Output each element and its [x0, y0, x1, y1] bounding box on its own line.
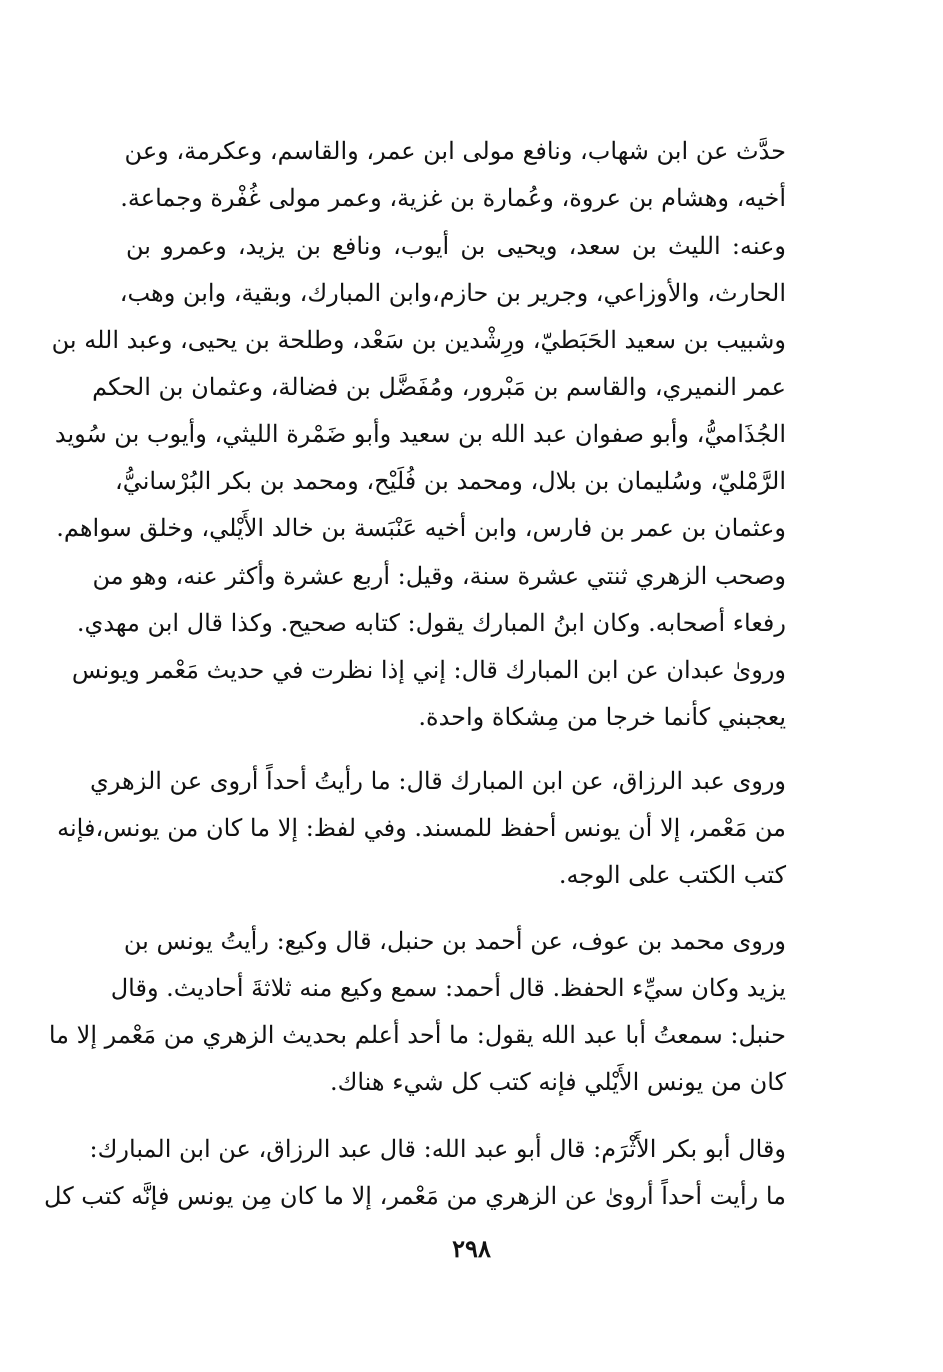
- text-line: رفعاء أصحابه. وكان ابنُ المبارك يقول: كتابه صحيح. وكذا قال ابن مهدي.: [76, 609, 786, 637]
- text-line: يزيد وكان سيِّء الحفظ. قال أحمد: سمع وكيع منه ثلاثةَ أحاديث. وقال: [110, 974, 786, 1002]
- page-number: ٢٩٨: [452, 1234, 491, 1263]
- paragraph-muhammad-ibn-awf: [48, 918, 786, 1106]
- text-line: حدَّث عن ابن شهاب، ونافع مولى ابن عمر، والقاسم، وعكرمة، وعن: [124, 137, 786, 165]
- text-line: كتب الكتب على الوجه.: [558, 861, 786, 889]
- text-line: ما رأيت أحداً أروىٰ عن الزهري من مَعْمر، إلا ما كان مِن يونس فإنَّه كتب كل: [44, 1182, 786, 1210]
- text-line: عمر النميري، والقاسم بن مَبْرور، ومُفَضَّل بن فضالة، وعثمان بن الحكم: [92, 373, 786, 401]
- paragraph-al-athram: [44, 1126, 786, 1220]
- text-line: وروى عبد الرزاق، عن ابن المبارك قال: ما رأيتُ أحداً أروى عن الزهري: [90, 767, 786, 795]
- text-line: أخيه، وهشام بن عروة، وعُمارة بن غزية، وعمر مولى غُفْرة وجماعة.: [120, 184, 786, 212]
- paragraph-students: [51, 223, 786, 552]
- text-line: الرَّمْليّ، وسُليمان بن بلال، ومحمد بن فُلَيْح، ومحمد بن بكر البُرْسانيُّ،: [114, 467, 786, 495]
- text-line: يعجبني كأنما خرجا من مِشكاة واحدة.: [418, 703, 786, 731]
- text-line: وقال أبو بكر الأَثْرَم: قال أبو عبد الله: قال عبد الرزاق، عن ابن المبارك:: [89, 1135, 786, 1163]
- paragraph-teachers: [120, 128, 786, 222]
- text-line: وروىٰ عبدان عن ابن المبارك قال: إني إذا نظرت في حديث مَعْمر ويونس: [71, 656, 786, 684]
- text-line: وروى محمد بن عوف، عن أحمد بن حنبل، قال وكيع: رأيتُ يونس بن: [123, 927, 786, 955]
- text-line: من مَعْمر، إلا أن يونس أحفظ للمسند. وفي لفظ: إلا ما كان من يونس،فإنه: [57, 814, 786, 842]
- text-line: حنبل: سمعتُ أبا عبد الله يقول: ما أحد أعلم بحديث الزهري من مَعْمر إلا ما: [48, 1021, 786, 1049]
- text-line: وعنه: الليث بن سعد، ويحيى بن أيوب، ونافع بن يزيد، وعمرو بن: [126, 232, 786, 260]
- text-line: وصحب الزهري ثنتي عشرة سنة، وقيل: أربع عشرة وأكثر عنه، وهو من: [92, 562, 786, 590]
- text-line: كان من يونس الأَيْلي فإنه كتب كل شيء هناك.: [329, 1068, 786, 1096]
- text-line: وعثمان بن عمر بن فارس، وابن أخيه عَنْبَسة بن خالد الأَيْلي، وخلق سواهم.: [56, 514, 786, 542]
- paragraph-abd-al-razzaq: [57, 758, 786, 899]
- paragraph-companionship: [71, 553, 786, 741]
- text-line: الجُذَاميُّ، وأبو صفوان عبد الله بن سعيد وأبو ضَمْرة الليثي، وأيوب بن سُويد: [54, 420, 786, 448]
- text-line: الحارث، والأوزاعي، وجرير بن حازم،وابن المبارك، وبقية، وابن وهب،: [119, 279, 786, 307]
- text-line: وشبيب بن سعيد الحَبَطيّ، ورِشْدين بن سَعْد، وطلحة بن يحيى، وعبد الله بن: [51, 326, 786, 354]
